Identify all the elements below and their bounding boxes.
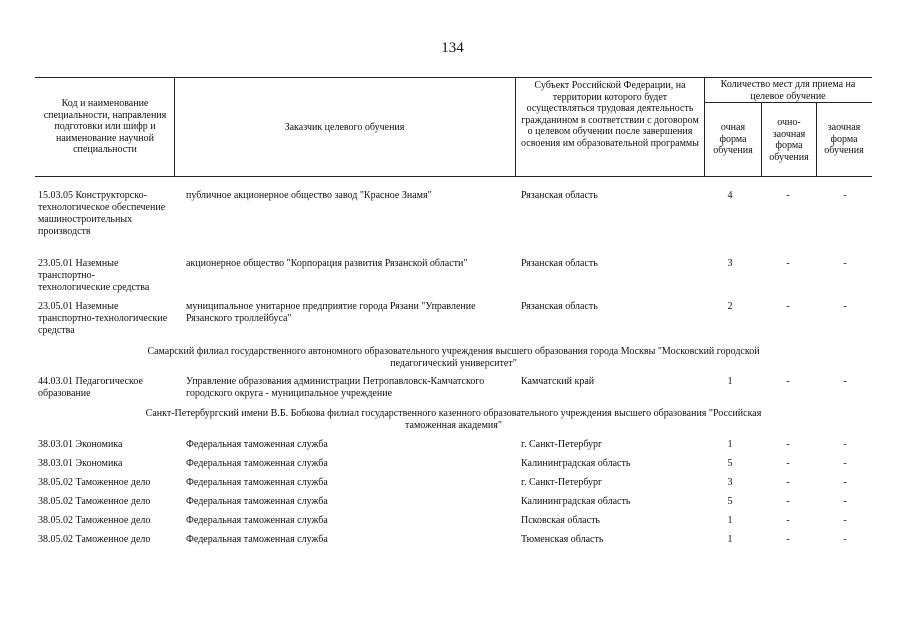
row-parttime: -	[786, 458, 790, 469]
header-subject: Субъект Российской Федерации, на территории которого будет осуществляться трудовая деятельность гражданином в соответствии с договором о целевом обучении после завершения освоения им образовательной программы	[521, 80, 699, 149]
row-code: 23.05.01 Наземные транспортно-технологические средства	[38, 258, 150, 293]
row-customer: Федеральная таможенная служба	[186, 534, 328, 545]
row-code: 38.05.02 Таможенное дело	[38, 477, 151, 488]
row-code: 38.05.02 Таможенное дело	[38, 496, 151, 507]
section-heading: Самарский филиал государственного автономного образовательного учреждения высшего образования города Москвы "Московский городской педагогический университет"	[147, 346, 760, 369]
row-parttime: -	[786, 301, 790, 312]
header-fulltime: очная форма обучения	[713, 122, 753, 156]
row-fulltime: 1	[727, 534, 733, 545]
row-fulltime: 1	[727, 376, 733, 387]
row-code: 38.03.01 Экономика	[38, 458, 123, 469]
row-region: г. Санкт-Петербург	[521, 477, 603, 488]
row-region: Камчатский край	[521, 376, 595, 387]
header-divider-5	[816, 102, 817, 176]
header-divider-2	[515, 77, 516, 176]
row-fulltime: 2	[727, 301, 733, 312]
row-distance: -	[843, 376, 847, 387]
row-parttime: -	[786, 258, 790, 269]
row-region: г. Санкт-Петербург	[521, 439, 603, 450]
row-code: 44.03.01 Педагогическое образование	[38, 376, 143, 399]
places-subheader-rule	[704, 102, 872, 103]
header-customer: Заказчик целевого обучения	[284, 122, 405, 133]
header-distance: заочная форма обучения	[824, 122, 864, 156]
row-parttime: -	[786, 515, 790, 526]
row-region: Рязанская область	[521, 301, 598, 312]
row-customer: Федеральная таможенная служба	[186, 515, 328, 526]
row-fulltime: 5	[727, 496, 733, 507]
row-customer: Управление образования администрации Петропавловск-Камчатского городского округа - муниципальное учреждение	[186, 376, 485, 399]
header-places: Количество мест для приема на целевое обучение	[720, 79, 856, 102]
row-fulltime: 1	[727, 515, 733, 526]
row-customer: публичное акционерное общество завод "Красное Знамя"	[186, 190, 432, 201]
row-distance: -	[843, 534, 847, 545]
row-fulltime: 4	[727, 190, 733, 201]
header-code: Код и наименование специальности, направления подготовки или шифр и наименование научной специальности	[43, 98, 167, 155]
row-parttime: -	[786, 190, 790, 201]
row-distance: -	[843, 439, 847, 450]
row-customer: Федеральная таможенная служба	[186, 496, 328, 507]
row-parttime: -	[786, 376, 790, 387]
row-region: Псковская область	[521, 515, 600, 526]
row-region: Рязанская область	[521, 190, 598, 201]
row-fulltime: 1	[727, 439, 733, 450]
row-code: 38.03.01 Экономика	[38, 439, 123, 450]
row-code: 23.05.01 Наземные транспортно-технологические средства	[38, 301, 168, 336]
row-customer: Федеральная таможенная служба	[186, 477, 328, 488]
row-customer: Федеральная таможенная служба	[186, 458, 328, 469]
section-heading: Санкт-Петербургский имени В.Б. Бобкова филиал государственного казенного образовательного учреждения высшего образования "Российская таможенная академия"	[145, 408, 762, 431]
row-code: 38.05.02 Таможенное дело	[38, 534, 151, 545]
row-customer: Федеральная таможенная служба	[186, 439, 328, 450]
row-customer: акционерное общество "Корпорация развития Рязанской области"	[186, 258, 468, 269]
row-fulltime: 5	[727, 458, 733, 469]
row-region: Тюменская область	[521, 534, 604, 545]
row-parttime: -	[786, 534, 790, 545]
row-code: 15.03.05 Конструкторско-технологическое обеспечение машиностроительных производств	[38, 190, 166, 237]
row-distance: -	[843, 190, 847, 201]
row-distance: -	[843, 301, 847, 312]
row-region: Калининградская область	[521, 458, 631, 469]
header-parttime: очно-заочная форма обучения	[769, 117, 809, 163]
row-code: 38.05.02 Таможенное дело	[38, 515, 151, 526]
row-fulltime: 3	[727, 477, 733, 488]
header-divider-3	[704, 77, 705, 176]
row-parttime: -	[786, 477, 790, 488]
header-top-rule	[35, 77, 872, 78]
row-distance: -	[843, 515, 847, 526]
page-number: 134	[441, 40, 464, 56]
row-distance: -	[843, 496, 847, 507]
row-distance: -	[843, 258, 847, 269]
header-bottom-rule	[35, 176, 872, 177]
row-parttime: -	[786, 496, 790, 507]
row-distance: -	[843, 477, 847, 488]
row-customer: муниципальное унитарное предприятие города Рязани "Управление Рязанского троллейбуса"	[186, 301, 476, 324]
header-divider-1	[174, 77, 175, 176]
header-divider-4	[761, 102, 762, 176]
row-fulltime: 3	[727, 258, 733, 269]
row-parttime: -	[786, 439, 790, 450]
row-region: Рязанская область	[521, 258, 598, 269]
row-region: Калининградская область	[521, 496, 631, 507]
row-distance: -	[843, 458, 847, 469]
